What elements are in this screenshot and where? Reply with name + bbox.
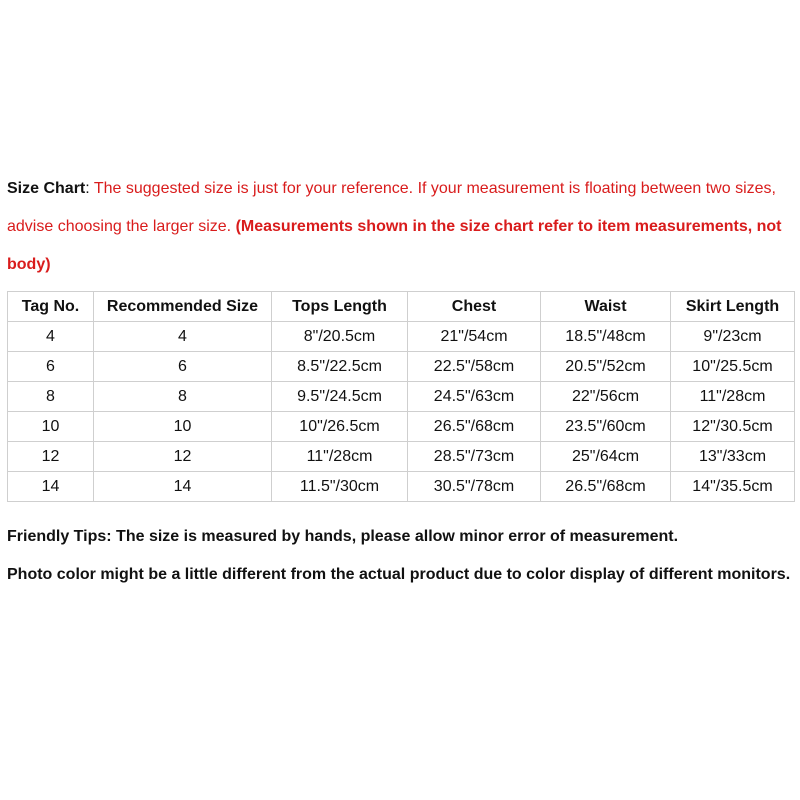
- tips-line-measurement: Friendly Tips: The size is measured by hands, please allow minor error of measurement.: [7, 528, 679, 545]
- cell-waist: 26.5"/68cm: [541, 472, 671, 502]
- cell-tops-length: 9.5"/24.5cm: [272, 382, 408, 412]
- cell-tag-no: 14: [8, 472, 94, 502]
- cell-chest: 24.5"/63cm: [408, 382, 541, 412]
- cell-chest: 28.5"/73cm: [408, 442, 541, 472]
- header-tops-length: Tops Length: [272, 292, 408, 322]
- header-tag-no: Tag No.: [8, 292, 94, 322]
- cell-skirt-length: 13"/33cm: [671, 442, 795, 472]
- cell-tops-length: 8"/20.5cm: [272, 322, 408, 352]
- size-chart-emphasis: (Measurements shown in the size chart refer to item measurements, not body): [7, 218, 782, 273]
- table-row: [8, 472, 795, 502]
- cell-chest: 30.5"/78cm: [408, 472, 541, 502]
- tips-line-photo-color: Photo color might be a little different from the actual product due to color display of different monitors.: [7, 566, 791, 583]
- cell-waist: 25"/64cm: [541, 442, 671, 472]
- cell-skirt-length: 9"/23cm: [671, 322, 795, 352]
- cell-chest: 26.5"/68cm: [408, 412, 541, 442]
- cell-tops-length: 10"/26.5cm: [272, 412, 408, 442]
- size-chart-label: Size Chart: [7, 180, 86, 197]
- table-row: [8, 412, 795, 442]
- cell-tops-length: 8.5"/22.5cm: [272, 352, 408, 382]
- cell-tag-no: 10: [8, 412, 94, 442]
- table-row: [8, 352, 795, 382]
- cell-tops-length: 11"/28cm: [272, 442, 408, 472]
- cell-tops-length: 11.5"/30cm: [272, 472, 408, 502]
- header-skirt-length: Skirt Length: [671, 292, 795, 322]
- size-chart-note: The suggested size is just for your reference. If your measurement is floating between two sizes, advise choosing the larger size.: [7, 180, 776, 235]
- cell-skirt-length: 10"/25.5cm: [671, 352, 795, 382]
- cell-tag-no: 12: [8, 442, 94, 472]
- cell-skirt-length: 11"/28cm: [671, 382, 795, 412]
- cell-waist: 20.5"/52cm: [541, 352, 671, 382]
- cell-waist: 22"/56cm: [541, 382, 671, 412]
- header-waist: Waist: [541, 292, 671, 322]
- table-row: [8, 442, 795, 472]
- header-chest: Chest: [408, 292, 541, 322]
- cell-chest: 22.5"/58cm: [408, 352, 541, 382]
- cell-tag-no: 6: [8, 352, 94, 382]
- cell-recommended-size: 4: [94, 322, 272, 352]
- cell-recommended-size: 6: [94, 352, 272, 382]
- table-header-row: [8, 292, 795, 322]
- table-row: [8, 382, 795, 412]
- cell-waist: 18.5"/48cm: [541, 322, 671, 352]
- cell-recommended-size: 14: [94, 472, 272, 502]
- cell-tag-no: 4: [8, 322, 94, 352]
- cell-skirt-length: 12"/30.5cm: [671, 412, 795, 442]
- cell-skirt-length: 14"/35.5cm: [671, 472, 795, 502]
- cell-recommended-size: 8: [94, 382, 272, 412]
- table-row: [8, 322, 795, 352]
- cell-tag-no: 8: [8, 382, 94, 412]
- cell-recommended-size: 10: [94, 412, 272, 442]
- size-table: [7, 291, 795, 502]
- size-chart-intro: [7, 170, 792, 284]
- cell-chest: 21"/54cm: [408, 322, 541, 352]
- cell-recommended-size: 12: [94, 442, 272, 472]
- header-recommended-size: Recommended Size: [94, 292, 272, 322]
- cell-waist: 23.5"/60cm: [541, 412, 671, 442]
- size-chart-colon: :: [85, 180, 94, 197]
- friendly-tips: [7, 518, 792, 594]
